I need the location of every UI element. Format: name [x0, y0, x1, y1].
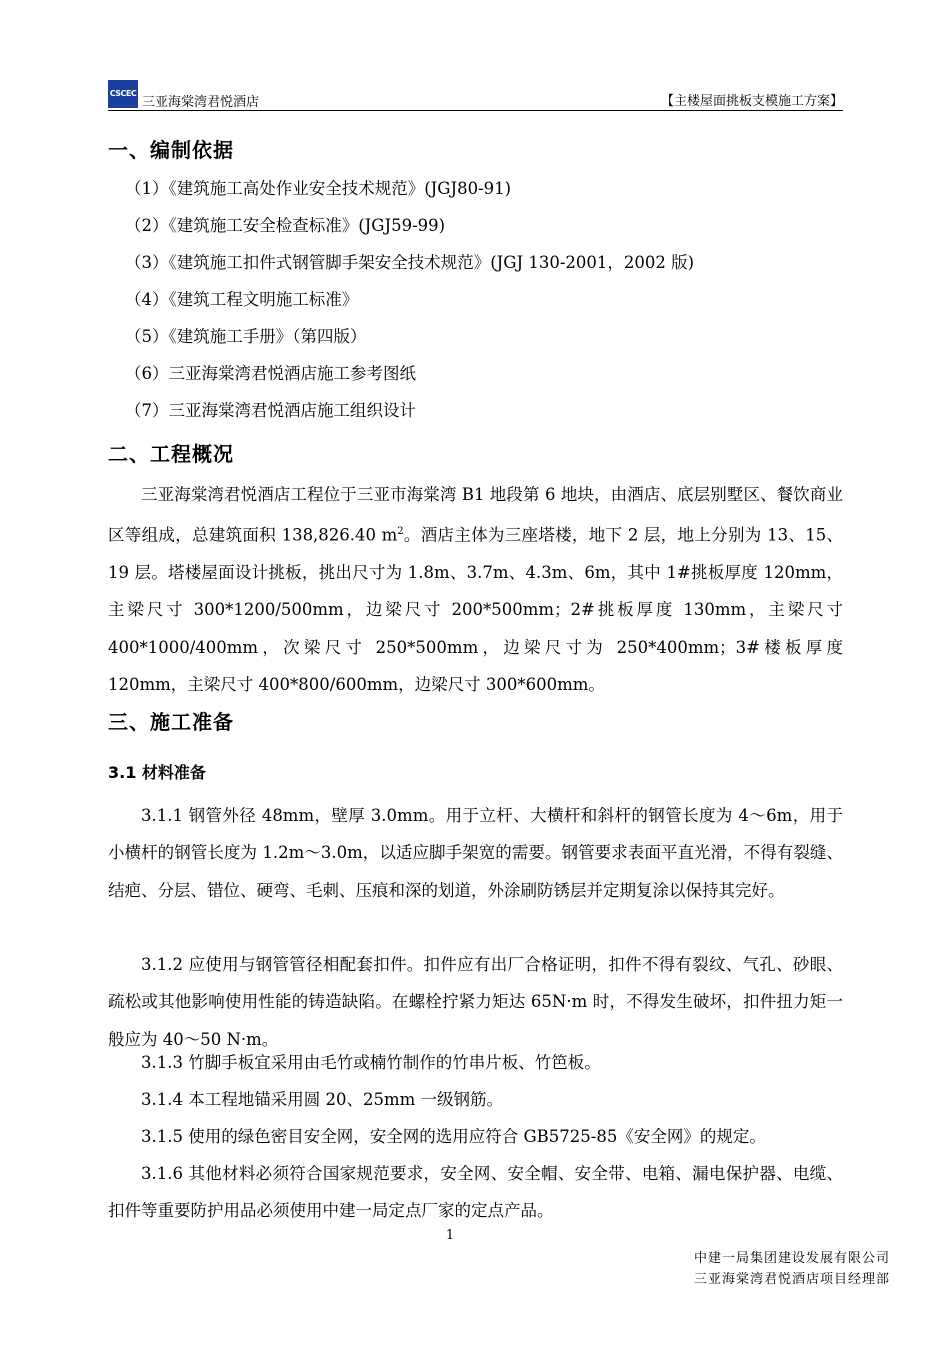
- overview-text-part-1: 三亚海棠湾君悦酒店工程位于三亚市海棠湾 B1 地段第 6 地块，由酒店、底层别墅区、餐饮商业区等组成，总建筑面积 138,826.40 m: [108, 485, 843, 545]
- header-document-title: 【主楼屋面挑板支模施工方案】: [660, 94, 843, 109]
- overview-paragraph: [108, 476, 843, 703]
- page-header: [108, 76, 843, 111]
- header-project-name: 三亚海棠湾君悦酒店: [142, 95, 260, 110]
- paragraph-3-1-2: 3.1.2 应使用与钢管管径相配套扣件。扣件应有出厂合格证明，扣件不得有裂纹、气孔、砂眼、疏松或其他影响使用性能的铸造缺陷。在螺栓拧紧力矩达 65N·m 时，不得发生破坏，扣件扭力矩一般应为 40～50 N·m。: [108, 955, 843, 1049]
- paragraph-3-1-3: 3.1.3 竹脚手板宜采用由毛竹或楠竹制作的竹串片板、竹笆板。: [141, 1053, 601, 1072]
- footer-department: 三亚海棠湾君悦酒店项目经理部: [693, 1272, 890, 1287]
- company-logo: CSCEC: [108, 80, 138, 108]
- list-item: （4）《建筑工程文明施工标准》: [125, 290, 359, 309]
- paragraph-3-1-6: 3.1.6 其他材料必须符合国家规范要求，安全网、安全帽、安全带、电箱、漏电保护器、电缆、扣件等重要防护用品必须使用中建一局定点厂家的定点产品。: [108, 1164, 843, 1221]
- list-item: （7）三亚海棠湾君悦酒店施工组织设计: [125, 401, 416, 420]
- section-3-heading: 三、施工准备: [108, 710, 234, 734]
- footer-company: 中建一局集团建设发展有限公司: [693, 1251, 890, 1266]
- list-item: （1）《建筑施工高处作业安全技术规范》(JGJ80-91): [125, 179, 512, 198]
- list-item: （6）三亚海棠湾君悦酒店施工参考图纸: [125, 364, 416, 383]
- subsection-3-1-heading: 3.1 材料准备: [108, 763, 206, 782]
- list-item: （3）《建筑施工扣件式钢管脚手架安全技术规范》(JGJ 130-2001，2002 版): [125, 253, 695, 272]
- overview-text-part-2: 。酒店主体为三座塔楼，地下 2 层，地上分别为 13、15、19 层。塔楼屋面设计挑板，挑出尺寸为 1.8m、3.7m、4.3m、6m，其中 1#挑板厚度 120mm，主梁尺寸 300*1200/500mm，边梁尺寸 200*500mm；2#挑板厚度 130mm，主梁尺寸 400*1000/400mm，次梁尺寸 250*500mm，边梁尺寸为 250*400mm；3#楼板厚度 120mm，主梁尺寸 400*800/600mm，边梁尺寸 300*600mm。: [108, 525, 843, 694]
- paragraph-3-1-4: 3.1.4 本工程地锚采用圆 20、25mm 一级钢筋。: [141, 1090, 504, 1109]
- section-1-heading: 一、编制依据: [108, 138, 234, 162]
- page-number: 1: [445, 1228, 455, 1243]
- superscript: 2: [397, 526, 404, 538]
- list-item: （2）《建筑施工安全检查标准》(JGJ59-99): [125, 216, 446, 235]
- list-item: （5）《建筑施工手册》（第四版）: [125, 327, 367, 346]
- paragraph-3-1-5: 3.1.5 使用的绿色密目安全网，安全网的选用应符合 GB5725-85《安全网》的规定。: [141, 1127, 766, 1146]
- paragraph-3-1-1: 3.1.1 钢管外径 48mm，壁厚 3.0mm。用于立杆、大横杆和斜杆的钢管长度为 4～6m，用于小横杆的钢管长度为 1.2m～3.0m，以适应脚手架宽的需要。钢管要求表面平直光滑，不得有裂缝、结疤、分层、错位、硬弯、毛刺、压痕和深的划道，外涂刷防锈层并定期复涂以保持其完好。: [108, 806, 843, 900]
- reference-list: [125, 175, 694, 434]
- section-2-heading: 二、工程概况: [108, 442, 234, 466]
